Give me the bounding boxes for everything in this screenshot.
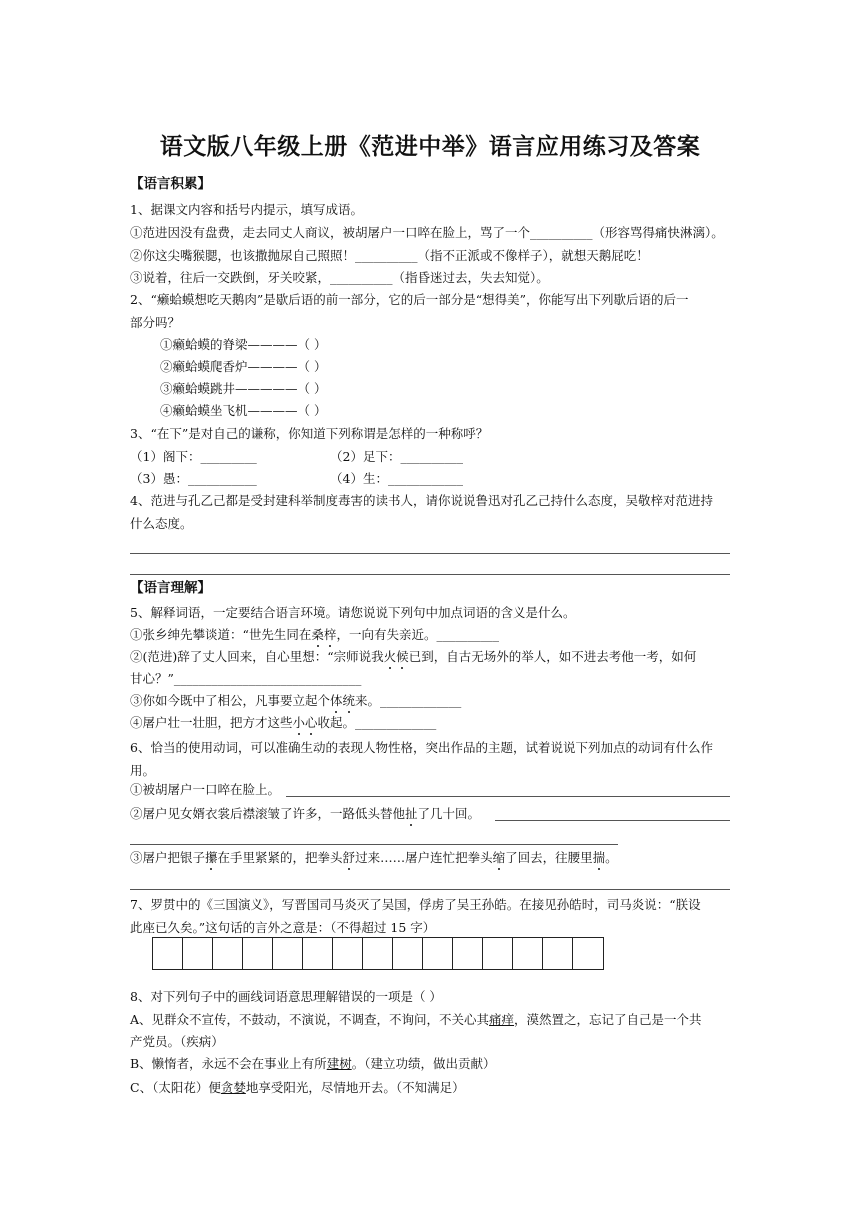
dotted-word: 候: [396, 649, 409, 664]
answer-cell[interactable]: [183, 938, 213, 969]
q3-stem: 3、“在下”是对自己的谦称，你知道下列称谓是怎样的一种称呼？: [130, 426, 489, 441]
q8-option-b-text-end: 。（建立功绩，做出贡献）: [351, 1056, 496, 1071]
dotted-word: 心: [305, 715, 318, 730]
q4-stem-line-2: 什么态度。: [130, 516, 193, 531]
q2-stem-line-2: 部分吗？: [130, 315, 181, 330]
underlined-word: 痛痒: [489, 1012, 515, 1027]
q5-item-3-text: ③你如今既中了相公，凡事要立起个: [130, 693, 331, 708]
q2-item-4: ④癞蛤蟆坐飞机————（ ）: [160, 403, 327, 418]
q6-item-2-text-end: 了几十回。: [417, 806, 481, 821]
q5-item-1: [130, 627, 499, 643]
q8-option-a-text-end: ，漠然置之，忘记了自己是一个共: [514, 1012, 702, 1027]
q5-item-3-blank: 来。_____________: [355, 693, 462, 708]
dotted-word: 攥: [205, 850, 218, 865]
q1-item-3: ③说着，往后一交跌倒，牙关咬紧，__________（指昏迷过去，失去知觉）。: [130, 270, 549, 285]
q6-item-1-answer-line: [286, 796, 730, 797]
dotted-word: 梓: [323, 627, 337, 642]
q1-item-2: ②你这尖嘴猴腮，也该撒抛尿自己照照！__________（指不正派或不像样子），就想天鹅屁吃！: [130, 248, 649, 263]
answer-cell[interactable]: [393, 938, 423, 969]
q5-item-2-continued: 甘心？”______________________________: [130, 671, 362, 686]
underlined-word: 贪婪: [220, 1080, 246, 1095]
q6-item-2-answer-line-b: [130, 844, 618, 845]
q5-item-1-blank: ，一向有失亲近。__________: [336, 627, 499, 642]
q6-item-3-text: 了回去，往腰里: [505, 850, 593, 865]
dotted-word: 统: [342, 693, 356, 708]
q7-stem-line-1: 7、罗贯中的《三国演义》，写晋国司马炎灭了吴国，俘虏了吴王孙皓。在接见孙皓时，司马炎说：“朕设: [130, 897, 701, 912]
answer-cell[interactable]: [483, 938, 513, 969]
dotted-word: 缩: [492, 850, 506, 865]
page-title: 语文版八年级上册《范进中举》语言应用练习及答案: [159, 134, 701, 160]
q1-item-1: ①范进因没有盘费，走去同丈人商议，被胡屠户一口啐在脸上，骂了一个__________（形容骂得痛快淋漓）。: [130, 225, 724, 240]
q1-stem: 1、据课文内容和括号内提示，填写成语。: [130, 202, 363, 217]
dotted-word: 揣: [592, 850, 606, 865]
q5-stem: 5、解释词语，一定要结合语言环境。请您说说下列句中加点词语的含义是什么。: [130, 605, 576, 620]
q6-stem-line-2: 用。: [130, 763, 156, 778]
answer-cell[interactable]: [333, 938, 363, 969]
answer-cell[interactable]: [303, 938, 333, 969]
answer-cell[interactable]: [273, 938, 303, 969]
q3-item-b: （2）足下：__________: [330, 449, 463, 464]
q6-item-1: ①被胡屠户一口啐在脸上。: [130, 782, 281, 797]
answer-cell[interactable]: [423, 938, 453, 969]
q5-item-3: [130, 693, 461, 709]
q6-item-3-answer-line: [130, 889, 730, 890]
q8-option-a-text: A、见群众不宣传，不鼓动，不演说，不调查，不询问，不关心其: [130, 1012, 490, 1027]
q4-answer-line-1: [130, 553, 730, 554]
q6-item-3-text: 过来……屠户连忙把拳头: [355, 850, 493, 865]
q8-stem: 8、对下列句子中的画线词语意思理解错误的一项是（ ）: [130, 989, 442, 1004]
q4-answer-line-2: [130, 574, 730, 575]
q5-item-4-text: ④屠户壮一壮胆，把方才这些: [130, 715, 293, 730]
q8-option-b: [130, 1056, 495, 1072]
section-heading-understanding: 【语言理解】: [130, 580, 211, 596]
q3-item-a: （1）阁下：_________: [130, 449, 257, 464]
dotted-word: 桑: [311, 627, 324, 642]
q4-stem-line-1: 4、范进与孔乙己都是受封建科举制度毒害的读书人，请你说说鲁迅对孔乙己持什么态度，吴敬梓对范进持: [130, 493, 713, 508]
q7-answer-grid[interactable]: [152, 937, 604, 970]
q2-item-2: ②癞蛤蟆爬香炉————（ ）: [160, 359, 327, 374]
dotted-word: 火: [383, 649, 397, 664]
answer-cell[interactable]: [213, 938, 243, 969]
answer-cell[interactable]: [243, 938, 273, 969]
q5-item-4: [130, 715, 436, 731]
q6-item-3-text: 。: [605, 850, 618, 865]
q6-item-3-text: ③屠户把银子: [130, 850, 206, 865]
q8-option-c-text: C、（太阳花）便: [130, 1080, 221, 1095]
dotted-word: 扯: [405, 806, 418, 821]
dotted-word: 体: [330, 693, 343, 708]
answer-cell[interactable]: [363, 938, 393, 969]
q8-option-a-continued: 产党员。（疾病）: [130, 1034, 224, 1049]
q7-stem-line-2: 此座已久矣。”这句话的言外之意是：（不得超过 15 字）: [130, 920, 436, 935]
q6-item-3-text: 在手里紧紧的，把拳头: [217, 850, 343, 865]
q8-option-c: [130, 1080, 465, 1096]
underlined-word: 建树: [326, 1056, 352, 1071]
q5-item-1-text: ①张乡绅先攀谈道：“世先生同在: [130, 627, 312, 642]
dotted-word: 小: [292, 715, 306, 730]
section-heading-accumulation: 【语言积累】: [130, 176, 211, 192]
q5-item-2: [130, 649, 696, 665]
answer-cell[interactable]: [153, 938, 183, 969]
q6-item-2: [130, 806, 480, 822]
q6-stem-line-1: 6、恰当的使用动词，可以准确生动的表现人物性格，突出作品的主题，试着说说下列加点的动词有什么作: [130, 740, 713, 755]
q2-item-3: ③癞蛤蟆跳井—————（ ）: [160, 381, 327, 396]
answer-cell[interactable]: [453, 938, 483, 969]
q5-item-4-blank: 收起。_____________: [317, 715, 437, 730]
q8-option-b-text: B、懒惰者，永远不会在事业上有所: [130, 1056, 327, 1071]
q3-item-c: （3）愚：___________: [130, 471, 257, 486]
q3-item-d: （4）生：____________: [330, 471, 463, 486]
answer-cell[interactable]: [573, 938, 603, 969]
q6-item-2-answer-line-a: [495, 820, 730, 821]
q6-item-3: [130, 850, 618, 866]
q5-item-2-text: ②(范进)辞了丈人回来，自心里想：“宗师说我: [130, 649, 384, 664]
q5-item-2-text-end: 已到，自古无场外的举人，如不进去考他一考，如何: [408, 649, 697, 664]
dotted-word: 舒: [342, 850, 356, 865]
q6-item-2-text: ②屠户见女婿衣裳后襟滚皱了许多，一路低头替他: [130, 806, 406, 821]
q2-stem-line-1: 2、“癞蛤蟆想吃天鹅肉”是歇后语的前一部分，它的后一部分是“想得美”，你能写出下列歇后语的后一: [130, 292, 689, 307]
q8-option-a: [130, 1012, 702, 1028]
answer-cell[interactable]: [513, 938, 543, 969]
answer-cell[interactable]: [543, 938, 573, 969]
q8-option-c-text-end: 地享受阳光，尽情地开去。（不知满足）: [245, 1080, 465, 1095]
q2-item-1: ①癞蛤蟆的脊梁————（ ）: [160, 337, 327, 352]
